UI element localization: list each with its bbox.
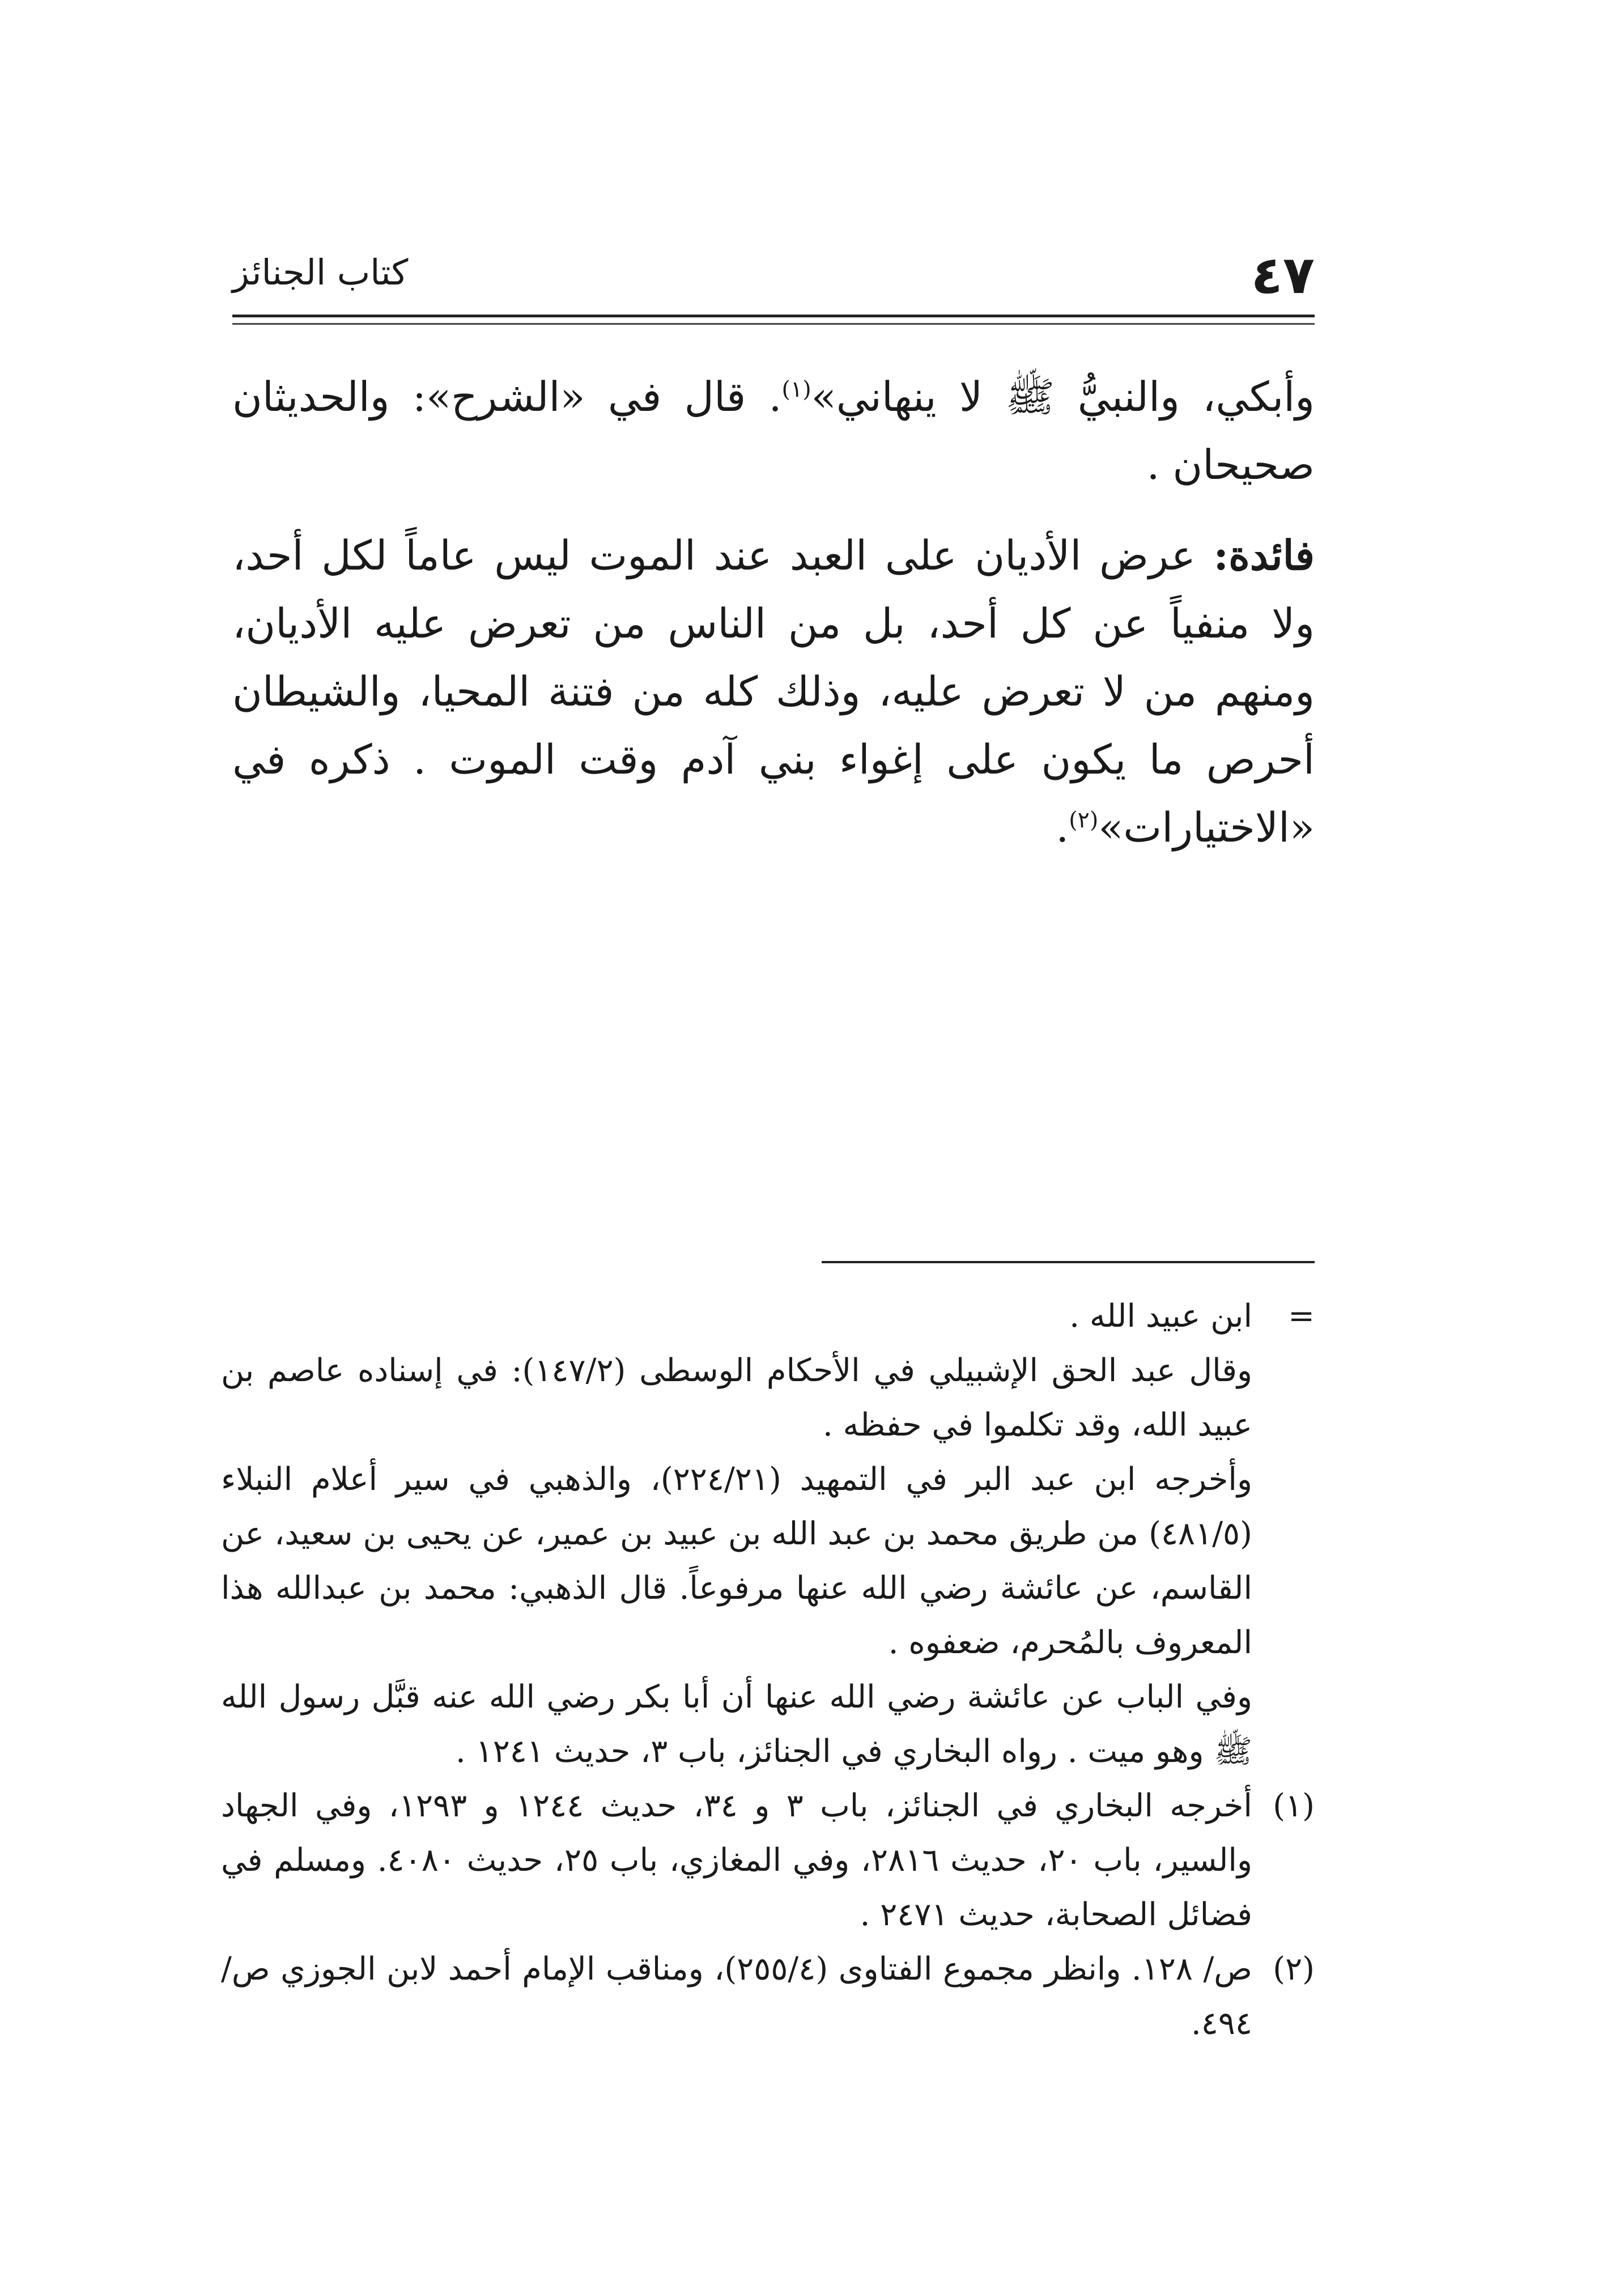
main-text (232, 363, 1315, 884)
paragraph-text-after: . (1056, 804, 1069, 851)
footnote-marker: = (1288, 1298, 1315, 1335)
page-header (232, 244, 1315, 312)
footnote-separator (822, 1261, 1315, 1263)
footnote-marker: (١) (1273, 1787, 1315, 1824)
footnote-line: وأخرجه ابن عبد البر في التمهيد (٢٢٤/٢١)، والذهبي في سير أعلام النبلاء (٤٨١/٥) من طريق محمد بن عبد الله بن عبيد بن عمير، عن يحيى بن سعيد، عن القاسم، عن عائشة رضي الله عنها مرفوعاً. قال الذهبي: محمد بن عبدالله هذا المعروف بالمُحرم، ضعفوه . (221, 1461, 1252, 1661)
footnote-marker: (٢) (1273, 1951, 1315, 1988)
footnote-1 (221, 1779, 1315, 1942)
footnote-line: وفي الباب عن عائشة رضي الله عنها أن أبا بكر رضي الله عنه قبَّل رسول الله ﷺ وهو ميت . رواه البخاري في الجنائز، باب ٣، حديث ١٢٤١ . (221, 1679, 1252, 1770)
benefit-label: فائدة: (1213, 531, 1315, 579)
paragraph-text-after: . قال في «الشرح»: والحديثان صحيحان . (232, 373, 1315, 489)
running-title: كتاب الجنائز (232, 252, 409, 293)
paragraph-benefit (232, 521, 1315, 861)
header-rule (232, 315, 1315, 317)
footnote-line: ابن عبيد الله . (1069, 1298, 1252, 1335)
footnote-2 (221, 1942, 1315, 2051)
footnote-body: ص/ ١٢٨. وانظر مجموع الفتاوى (٢٥٥/٤)، ومناقب الإمام أحمد لابن الجوزي ص/ ٤٩٤. (221, 1951, 1253, 2042)
paragraph-hadith-end (232, 363, 1315, 499)
paragraph-text: عرض الأديان على العبد عند الموت ليس عاماً لكل أحد، ولا منفياً عن كل أحد، بل من الناس من تعرض عليه الأديان، ومنهم من لا تعرض عليه، وذلك كله من فتنة المحيا، والشيطان أحرص ما يكون على إغواء بني آدم وقت الموت . ذكره في «الاختيارات» (232, 532, 1315, 851)
footnote-line: وقال عبد الحق الإشبيلي في الأحكام الوسطى (١٤٧/٢): في إسناده عاصم بن عبيد الله، وقد تكلموا في حفظه . (221, 1352, 1253, 1443)
footnote-continuation (221, 1289, 1315, 1779)
footnote-ref-1: (١) (781, 376, 811, 402)
footnotes (221, 1289, 1315, 2051)
page-number: ٤٧ (1251, 245, 1315, 305)
footnote-body: أخرجه البخاري في الجنائز، باب ٣ و ٣٤، حديث ١٢٤٤ و ١٢٩٣، وفي الجهاد والسير، باب ٢٠، حديث ٢٨١٦، وفي المغازي، باب ٢٥، حديث ٤٠٨٠. ومسلم في فضائل الصحابة، حديث ٢٤٧١ . (221, 1787, 1252, 1933)
footnote-body (221, 1289, 1252, 1779)
footnote-ref-2: (٢) (1069, 807, 1099, 833)
header-rule-secondary (232, 323, 1315, 325)
paragraph-text: وأبكي، والنبيُّ ﷺ لا ينهاني» (811, 373, 1315, 421)
